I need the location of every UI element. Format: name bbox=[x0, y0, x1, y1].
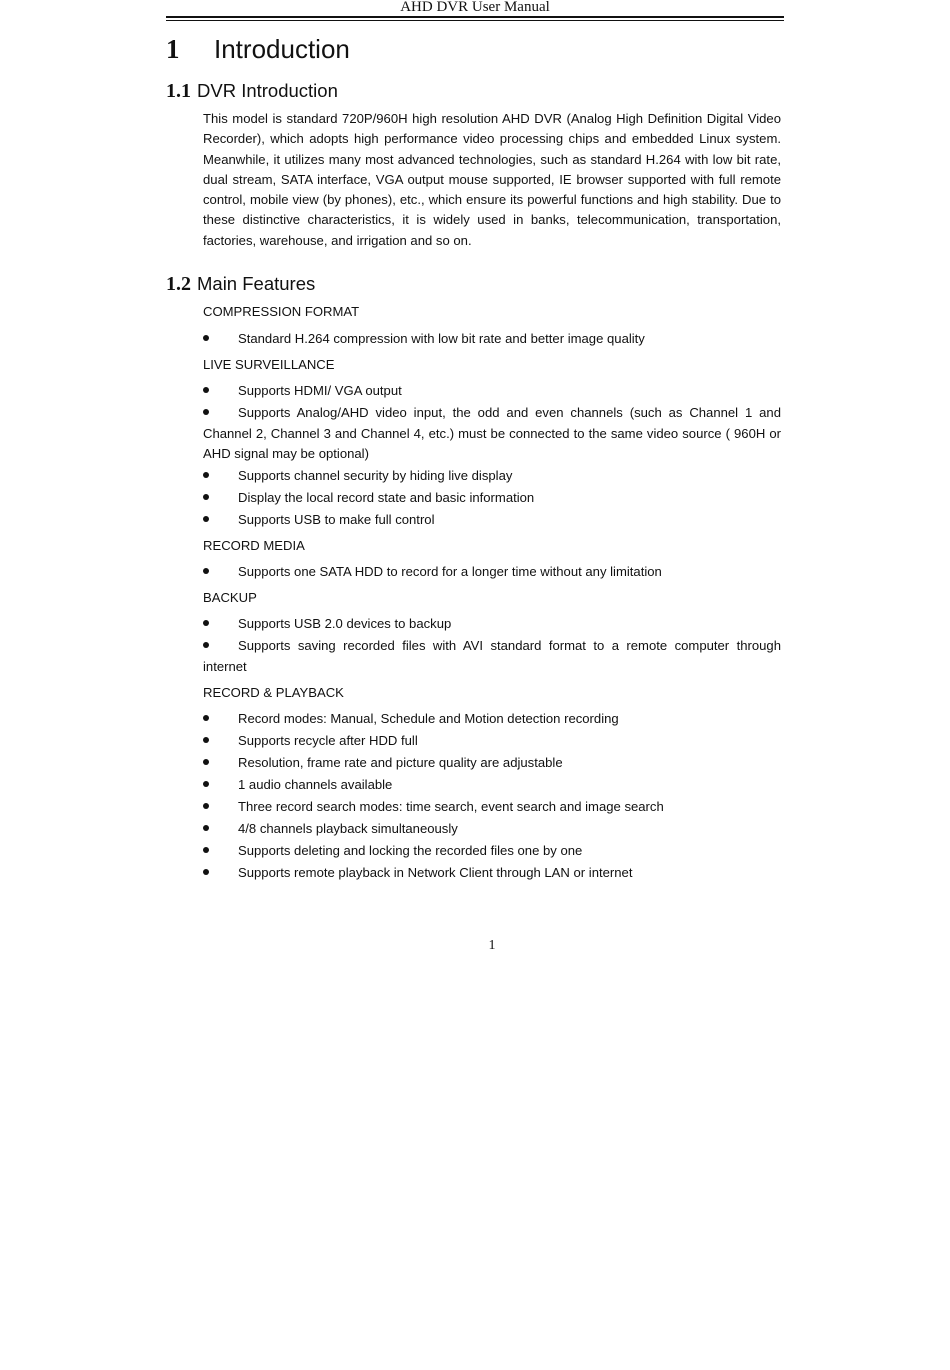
feature-group-label: COMPRESSION FORMAT bbox=[203, 304, 360, 319]
feature-item: Supports recycle after HDD full bbox=[203, 731, 781, 752]
feature-item: Supports HDMI/ VGA output bbox=[203, 381, 781, 402]
feature-item: Three record search modes: time search, event search and image search bbox=[203, 797, 781, 818]
feature-item: 4/8 channels playback simultaneously bbox=[203, 819, 781, 840]
feature-item: Supports channel security by hiding live display bbox=[203, 466, 781, 487]
bullet-icon bbox=[203, 403, 238, 424]
bullet-icon bbox=[203, 329, 238, 350]
feature-item: Supports deleting and locking the recorded files one by one bbox=[203, 841, 781, 862]
section-title: DVR Introduction bbox=[197, 80, 338, 101]
running-header: AHD DVR User Manual bbox=[400, 0, 550, 15]
chapter-heading bbox=[166, 32, 350, 66]
bullet-icon bbox=[203, 819, 238, 840]
page-number: 1 bbox=[488, 938, 496, 953]
feature-group-label: LIVE SURVEILLANCE bbox=[203, 357, 335, 372]
feature-item: Supports remote playback in Network Client through LAN or internet bbox=[203, 863, 781, 884]
bullet-icon bbox=[203, 841, 238, 862]
bullet-icon bbox=[203, 466, 238, 487]
section-heading-dvr-introduction bbox=[166, 79, 338, 103]
feature-group-label: BACKUP bbox=[203, 590, 257, 605]
header-rule bbox=[166, 16, 784, 18]
feature-item: Supports one SATA HDD to record for a longer time without any limitation bbox=[203, 562, 781, 583]
feature-item: Supports USB to make full control bbox=[203, 510, 781, 531]
section-title: Main Features bbox=[197, 273, 316, 294]
section-number: 1.2 bbox=[166, 273, 191, 295]
intro-paragraph: This model is standard 720P/960H high resolution AHD DVR (Analog High Definition Digital Video Recorder), which adopts high performance video processing chips and embedded Linux system. Meanwhile, it utilizes many most advanced technologies, such as standard H.264 with low bit rate, dual stream, SATA interface, VGA output mouse supported, IE browser supported with full remote control, mobile view (by phones), etc., which ensure its powerful functions and high stability. Due to these distinctive characteristics, it is widely used in banks, telecommunication, transportation, factories, warehouse, and irrigation and so on. bbox=[203, 111, 781, 248]
feature-item: Supports saving recorded files with AVI standard format to a remote computer through internet bbox=[203, 638, 781, 674]
feature-group-label: RECORD & PLAYBACK bbox=[203, 685, 344, 700]
header-rule-thin bbox=[166, 20, 784, 21]
bullet-icon bbox=[203, 614, 238, 635]
bullet-icon bbox=[203, 636, 238, 657]
chapter-title: Introduction bbox=[214, 34, 350, 64]
feature-item: Record modes: Manual, Schedule and Motion detection recording bbox=[203, 709, 781, 730]
bullet-icon bbox=[203, 775, 238, 796]
bullet-icon bbox=[203, 488, 238, 509]
section-heading-main-features bbox=[166, 272, 315, 296]
feature-item: 1 audio channels available bbox=[203, 775, 781, 796]
bullet-icon bbox=[203, 562, 238, 583]
bullet-icon bbox=[203, 731, 238, 752]
feature-item: Display the local record state and basic information bbox=[203, 488, 781, 509]
feature-item: Resolution, frame rate and picture quality are adjustable bbox=[203, 753, 781, 774]
section-number: 1.1 bbox=[166, 80, 191, 102]
feature-item: Standard H.264 compression with low bit rate and better image quality bbox=[203, 329, 781, 350]
feature-group-label: RECORD MEDIA bbox=[203, 538, 305, 553]
bullet-icon bbox=[203, 863, 238, 884]
bullet-icon bbox=[203, 381, 238, 402]
chapter-number: 1 bbox=[166, 34, 180, 64]
bullet-icon bbox=[203, 709, 238, 730]
feature-item: Supports Analog/AHD video input, the odd and even channels (such as Channel 1 and Channel 2, Channel 3 and Channel 4, etc.) must be connected to the same video source ( 960H or AHD signal may be optional) bbox=[203, 405, 781, 461]
bullet-icon bbox=[203, 753, 238, 774]
feature-item: Supports USB 2.0 devices to backup bbox=[203, 614, 781, 635]
bullet-icon bbox=[203, 510, 238, 531]
bullet-icon bbox=[203, 797, 238, 818]
